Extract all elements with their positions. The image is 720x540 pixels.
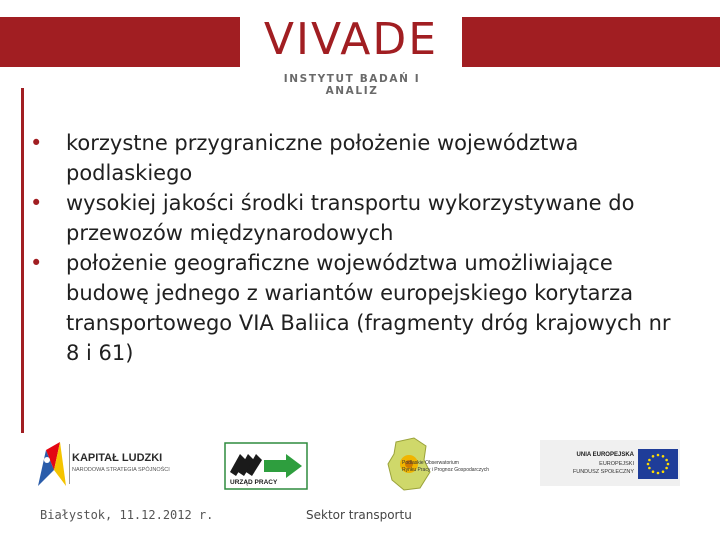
bullet-item (24, 128, 684, 188)
kapital-ludzki-title: KAPITAŁ LUDZKI (72, 452, 163, 464)
obserwatorium-line2: Rynku Pracy i Prognoz Gospodarczych (402, 467, 489, 473)
bullet-icon: • (30, 131, 43, 155)
footer-section: Sektor transportu (306, 508, 412, 522)
bullet-item (24, 188, 684, 248)
ue-line2: EUROPEJSKI (599, 461, 634, 467)
vivade-logo (240, 8, 462, 74)
bullet-list (24, 128, 684, 368)
unia-europejska-logo (540, 440, 680, 488)
bullet-text: korzystne przygraniczne położenie województwa podlaskiego (66, 131, 579, 185)
bullet-text: wysokiej jakości środki transportu wykorzystywane do przewozów międzynarodowych (66, 191, 635, 245)
urzad-pracy-label: URZĄD PRACY (230, 479, 278, 486)
obserwatorium-logo (384, 436, 500, 492)
urzad-pracy-logo (224, 442, 308, 490)
kapital-ludzki-subtitle: NARODOWA STRATEGIA SPÓJNOŚCI (72, 467, 170, 473)
bullet-icon: • (30, 191, 43, 215)
bullet-text: położenie geograficzne województwa umożliwiające budowę jednego z wariantów europejskiego korytarza transportowego VIA Baliica (fragmenty dróg krajowych nr 8 i 61) (66, 251, 671, 365)
ue-line3: FUNDUSZ SPOŁECZNY (572, 469, 634, 475)
kapital-ludzki-icon (36, 440, 186, 488)
footer-location-date: Białystok, 11.12.2012 r. (40, 508, 214, 522)
bullet-icon: • (30, 251, 43, 275)
eu-flag-icon (638, 449, 678, 479)
obserwatorium-line1: Podlaskie Obserwatorium (402, 460, 459, 466)
kapital-ludzki-logo (36, 440, 186, 488)
ue-line1: UNIA EUROPEJSKA (576, 452, 634, 458)
bullet-item (24, 248, 684, 368)
partner-logos (0, 436, 720, 496)
logo-text: VIVADE (263, 14, 439, 65)
logo-subtitle: INSTYTUT BADAŃ I ANALIZ (283, 73, 421, 97)
